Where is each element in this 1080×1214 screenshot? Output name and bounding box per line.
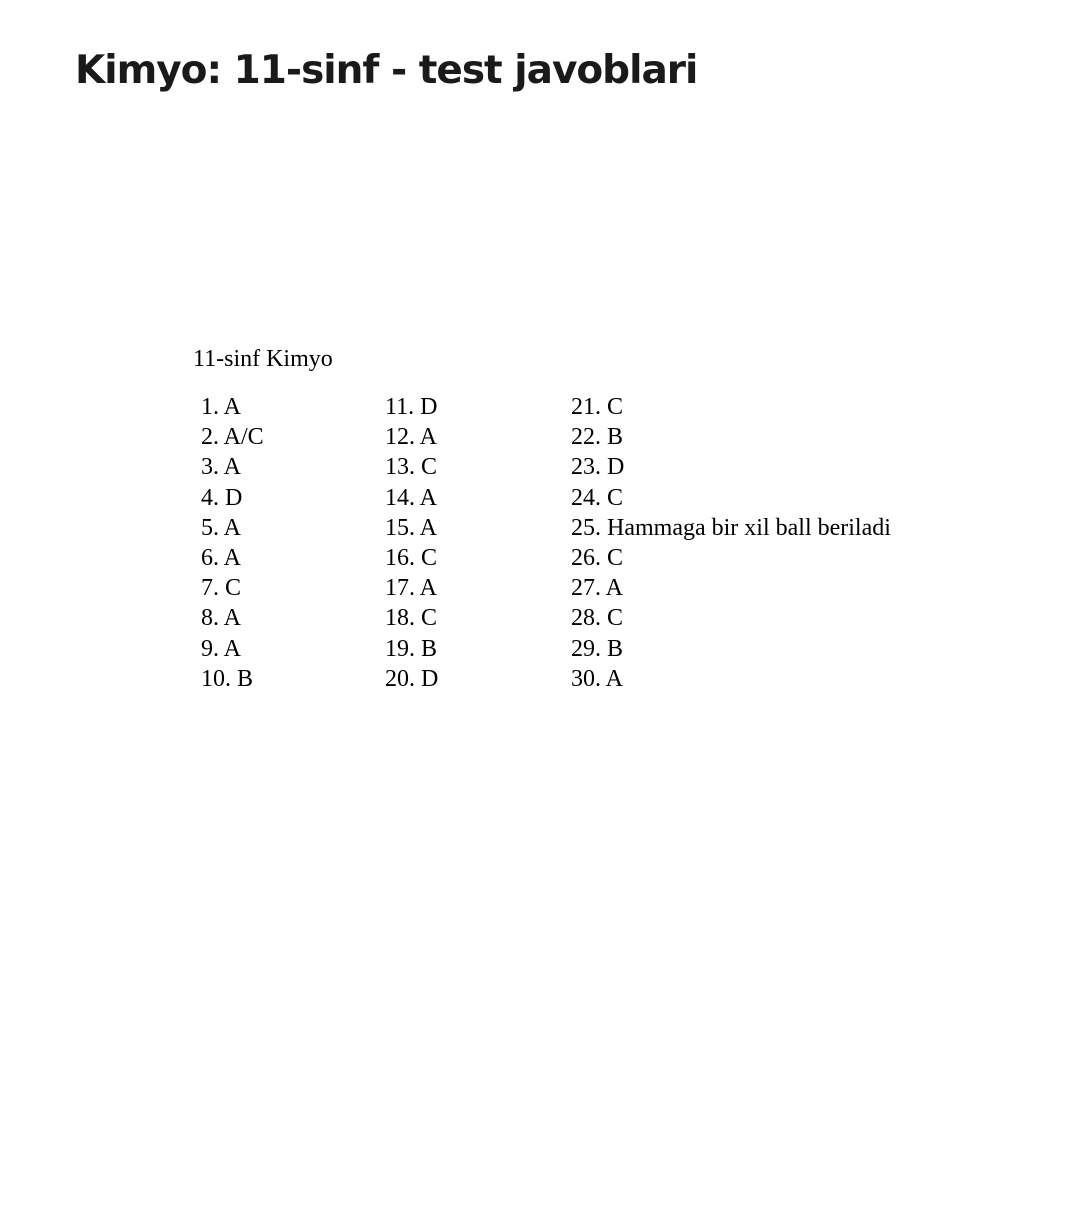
answer-item: 13. C (385, 454, 438, 481)
answer-item: 6. A (201, 544, 242, 571)
answer-item: 14. A (385, 484, 438, 511)
answer-item: 30. A (571, 665, 624, 692)
answer-item: 21. C (571, 394, 624, 420)
answer-item: 19. B (385, 635, 438, 662)
answer-item: 10. B (201, 665, 254, 692)
answer-item: 16. C (385, 544, 438, 571)
answer-item: 28. C (571, 605, 624, 632)
page-title: Kimyo: 11-sinf - test javoblari (75, 48, 698, 93)
answer-column-2 (385, 392, 438, 694)
sheet-heading: 11-sinf Kimyo (193, 346, 333, 372)
answer-item: 17. A (385, 575, 438, 602)
answer-item: 20. D (385, 665, 439, 692)
answer-item: 15. A (385, 514, 438, 541)
answer-item: 26. C (571, 544, 624, 571)
answer-item: 8. A (201, 605, 242, 632)
answer-item: 27. A (571, 575, 624, 602)
answer-column-1 (201, 392, 264, 694)
answer-column-3 (571, 392, 891, 694)
answer-item: 18. C (385, 605, 438, 632)
answer-item: 25. Hammaga bir xil ball beriladi (571, 514, 891, 541)
answer-item: 5. A (201, 514, 242, 541)
answer-item: 11. D (385, 394, 438, 420)
answer-item: 24. C (571, 484, 624, 511)
answer-item: 2. A/C (201, 424, 264, 451)
answer-item: 22. B (571, 424, 624, 451)
answer-sheet-image (193, 344, 973, 704)
answer-item: 23. D (571, 454, 625, 481)
answer-item: 4. D (201, 484, 243, 511)
answer-item: 12. A (385, 424, 438, 451)
answer-item: 7. C (201, 575, 242, 602)
answer-item: 9. A (201, 635, 242, 662)
answer-item: 3. A (201, 454, 242, 481)
answer-item: 29. B (571, 635, 624, 662)
answer-item: 1. A (201, 394, 242, 420)
